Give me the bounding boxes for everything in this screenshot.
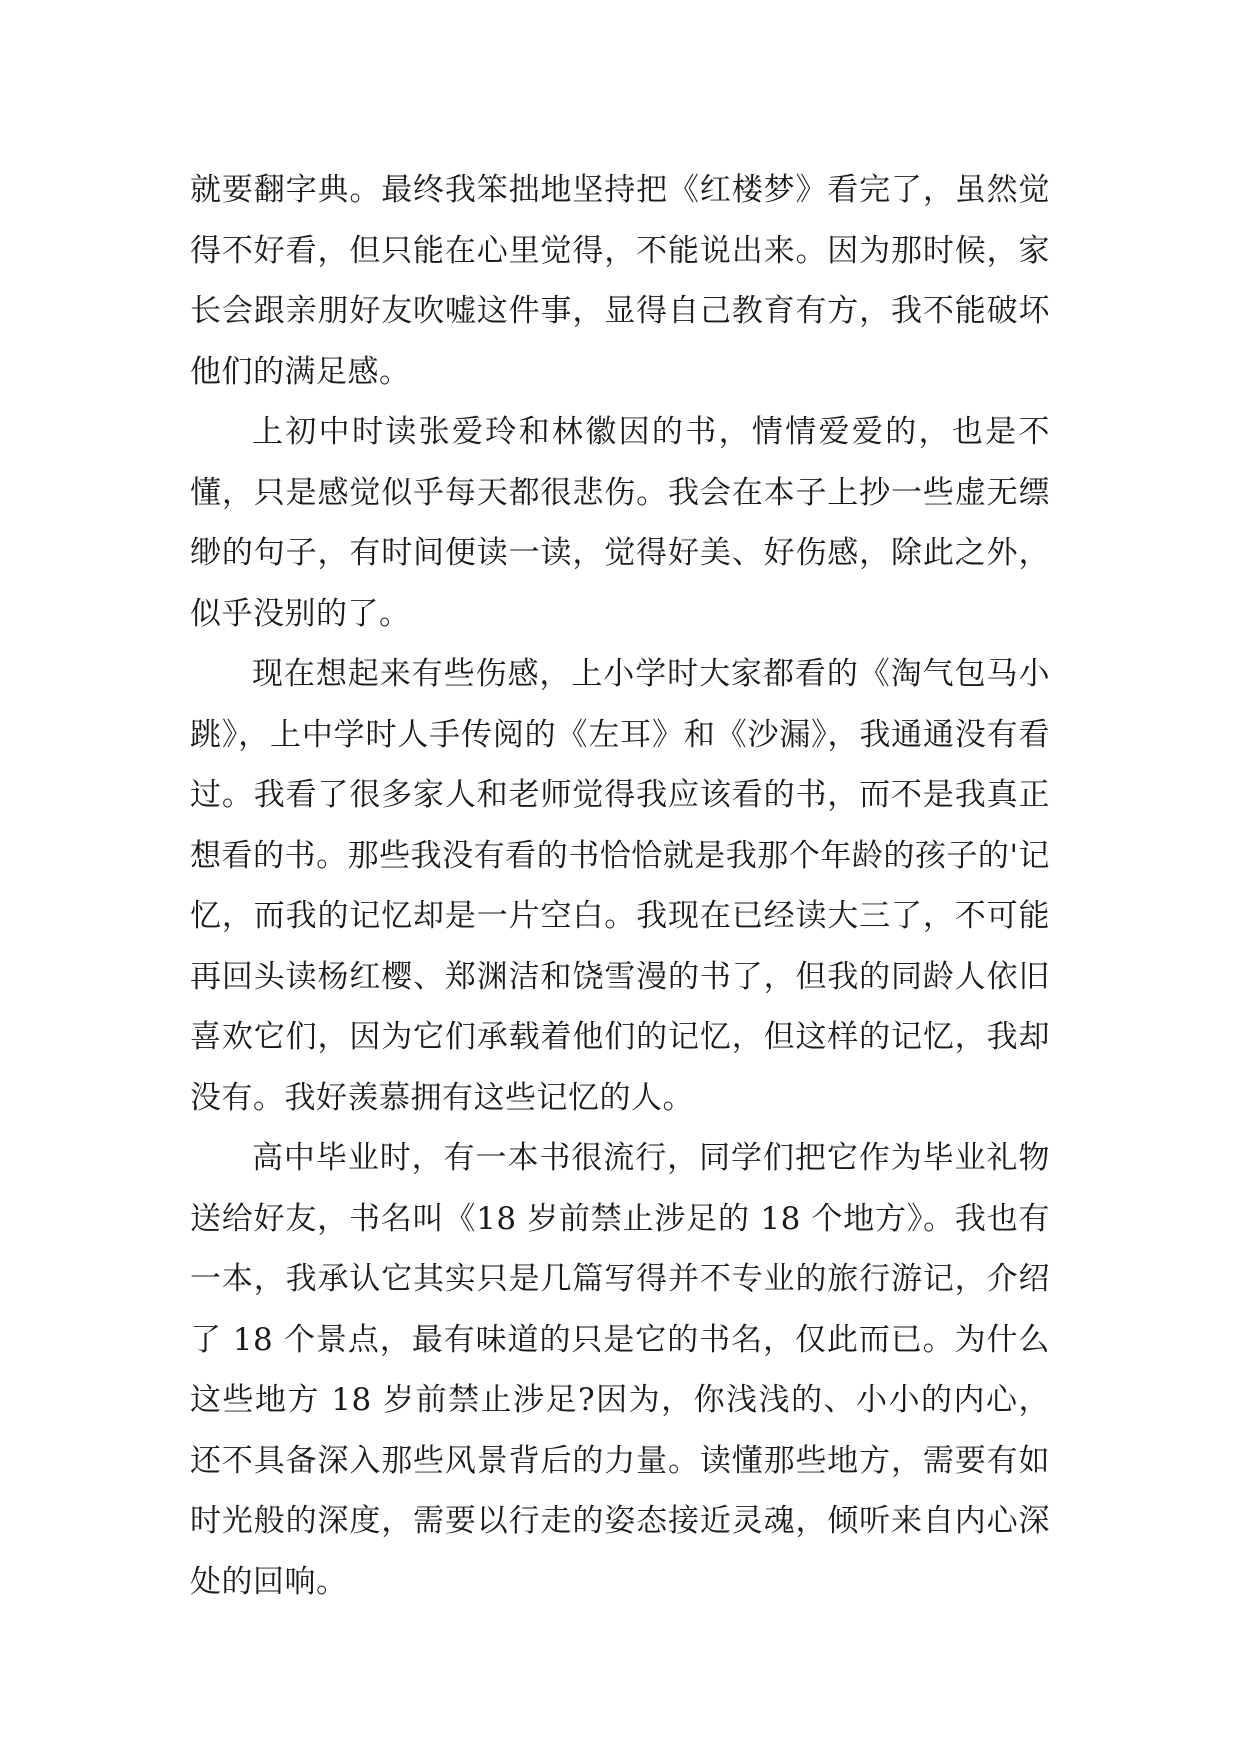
paragraph-4: 高中毕业时，有一本书很流行，同学们把它作为毕业礼物送给好友，书名叫《18 岁前禁止涉足的 18 个地方》。我也有一本，我承认它其实只是几篇写得并不专业的旅行游记，介绍了 18 个景点，最有味道的只是它的书名，仅此而已。为什么这些地方 18 岁前禁止涉足?因为，你浅浅的、小小的内心，还不具备深入那些风景背后的力量。读懂那些地方，需要有如时光般的深度，需要以行走的姿态接近灵魂，倾听来自内心深处的回响。	[190, 1140, 1050, 1600]
body-text	[190, 160, 1050, 1612]
paragraph-2: 上初中时读张爱玲和林徽因的书，情情爱爱的，也是不懂，只是感觉似乎每天都很悲伤。我会在本子上抄一些虚无缥缈的句子，有时间便读一读，觉得好美、好伤感，除此之外，似乎没别的了。	[190, 414, 1050, 632]
paragraph-1: 就要翻字典。最终我笨拙地坚持把《红楼梦》看完了，虽然觉得不好看，但只能在心里觉得，不能说出来。因为那时候，家长会跟亲朋好友吹嘘这件事，显得自己教育有方，我不能破坏他们的满足感。	[190, 172, 1050, 390]
paragraph-3: 现在想起来有些伤感，上小学时大家都看的《淘气包马小跳》，上中学时人手传阅的《左耳》和《沙漏》，我通通没有看过。我看了很多家人和老师觉得我应该看的书，而不是我真正想看的书。那些我没有看的书恰恰就是我那个年龄的孩子的'记忆，而我的记忆却是一片空白。我现在已经读大三了，不可能再回头读杨红樱、郑渊洁和饶雪漫的书了，但我的同龄人依旧喜欢它们，因为它们承载着他们的记忆，但这样的记忆，我却没有。我好羡慕拥有这些记忆的人。	[190, 656, 1050, 1116]
